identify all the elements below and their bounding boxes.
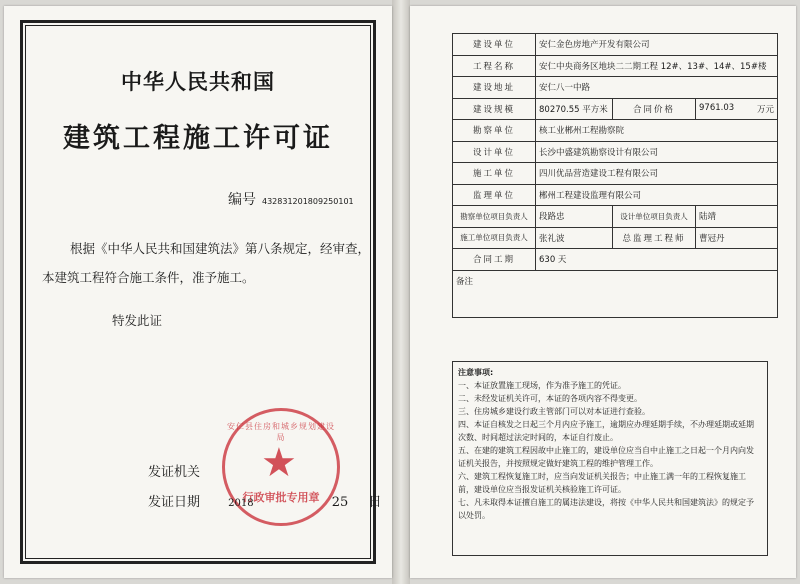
row-label: 设计单位 (453, 141, 536, 163)
issue-date-day: 25 (331, 495, 349, 510)
row-label-secondary: 合同价格 (613, 98, 696, 120)
certificate-detail-page (410, 6, 796, 578)
certificate-country-title: 中华人民共和国 (121, 69, 275, 94)
row-label: 工程名称 (453, 55, 536, 77)
contract-price-value: 9761.03 (699, 102, 735, 113)
row-label-secondary: 总监理工程师 (613, 227, 696, 249)
row-value: 核工业郴州工程勘察院 (536, 120, 778, 142)
row-label: 合同工期 (453, 249, 536, 271)
seal-inner-text: 行政审批专用章 (242, 491, 320, 504)
notice-item: 前，建设单位应当报发证机关核验施工许可证。 (458, 485, 626, 494)
notice-item: 七、凡未取得本证擅自施工的属违法建设，将按《中华人民共和国建筑法》的规定予 (458, 498, 754, 507)
issue-date-label: 发证日期 (148, 495, 201, 510)
legal-basis-line1: 根据《中华人民共和国建筑法》第八条规定，经审查， (70, 241, 371, 256)
notice-item: 以处罚。 (458, 511, 490, 520)
certificate-number-row (228, 189, 354, 209)
issue-date-row (148, 491, 381, 510)
notice-item: 一、本证放置施工现场，作为准予施工的凭证。 (458, 381, 626, 390)
table-row (453, 163, 778, 185)
table-row (453, 227, 778, 249)
row-label: 建设地址 (453, 77, 536, 99)
notice-list (458, 379, 762, 522)
issue-date-day-unit: 日 (368, 495, 382, 510)
row-value: 安仁中央商务区地块二二期工程 12#、13#、14#、15#楼 (536, 55, 778, 77)
row-value: 630 天 (536, 249, 778, 271)
row-value: 安仁金色房地产开发有限公司 (536, 34, 778, 56)
table-row (453, 120, 778, 142)
row-value: 80270.55 平方米 (536, 98, 613, 120)
row-value: 长沙中盛建筑勘察设计有限公司 (536, 141, 778, 163)
notice-item: 四、本证自核发之日起三个月内应予施工，逾期应办理延期手续，不办理延期或延期 (458, 420, 754, 429)
certificate-number-label: 编号 (228, 192, 256, 208)
row-label: 建设规模 (453, 98, 536, 120)
table-row (453, 34, 778, 56)
seal-ring-text: 安仁县住房和城乡规划建设局 (227, 422, 335, 442)
contract-price-unit: 万元 (756, 104, 774, 115)
notice-item: 三、住房城乡建设行政主管部门可以对本证进行查验。 (458, 407, 650, 416)
certificate-title: 建筑工程施工许可证 (63, 123, 333, 154)
row-value-secondary: 曹冠丹 (696, 227, 778, 249)
row-value-secondary: 陆靖 (696, 206, 778, 228)
table-row (453, 206, 778, 228)
notice-item: 二、未经发证机关许可，本证的各项内容不得变更。 (458, 394, 642, 403)
row-value: 郴州工程建设监理有限公司 (536, 184, 778, 206)
project-info-table (452, 33, 778, 318)
table-row (453, 55, 778, 77)
table-row (453, 184, 778, 206)
row-value: 段路忠 (536, 206, 613, 228)
legal-basis-line2: 本建筑工程符合施工条件，准予施工。 (42, 270, 255, 285)
row-value: 安仁八一中路 (536, 77, 778, 99)
issuer-label: 发证机关 (148, 465, 201, 480)
row-label: 建设单位 (453, 34, 536, 56)
row-label-secondary: 设计单位项目负责人 (613, 206, 696, 228)
notice-box (452, 361, 768, 556)
remark-cell (453, 270, 778, 317)
remark-row (453, 270, 778, 317)
row-label: 勘察单位项目负责人 (453, 206, 536, 228)
notice-title: 注意事项: (458, 368, 494, 377)
special-issue-text: 特发此证 (112, 313, 163, 328)
certificate-front-page (4, 6, 392, 578)
row-label: 勘察单位 (453, 120, 536, 142)
row-label: 施工单位项目负责人 (453, 227, 536, 249)
issue-date-year: 2018 (228, 498, 254, 509)
row-value: 四川优品营造建设工程有限公司 (536, 163, 778, 185)
row-value-secondary (696, 98, 778, 120)
notice-item: 六、建筑工程恢复施工时，应当向发证机关报告；中止施工满一年的工程恢复施工 (458, 472, 746, 481)
notice-item: 证机关报告，并按照规定做好建筑工程的维护管理工作。 (458, 459, 658, 468)
row-value: 张礼波 (536, 227, 613, 249)
row-label: 施工单位 (453, 163, 536, 185)
table-row (453, 77, 778, 99)
seal-star-icon: ★ (261, 440, 297, 486)
table-row (453, 98, 778, 120)
book-spine (392, 0, 410, 584)
row-label: 监理单位 (453, 184, 536, 206)
remark-label: 备注 (456, 276, 474, 287)
table-row (453, 249, 778, 271)
table-row (453, 141, 778, 163)
certificate-number-value: 432831201809250101 (262, 197, 354, 206)
notice-item: 次数、时间超过法定时间的，本证自行废止。 (458, 433, 618, 442)
notice-item: 五、在建的建筑工程因故中止施工的，建设单位应当自中止施工之日起一个月内向发 (458, 446, 754, 455)
